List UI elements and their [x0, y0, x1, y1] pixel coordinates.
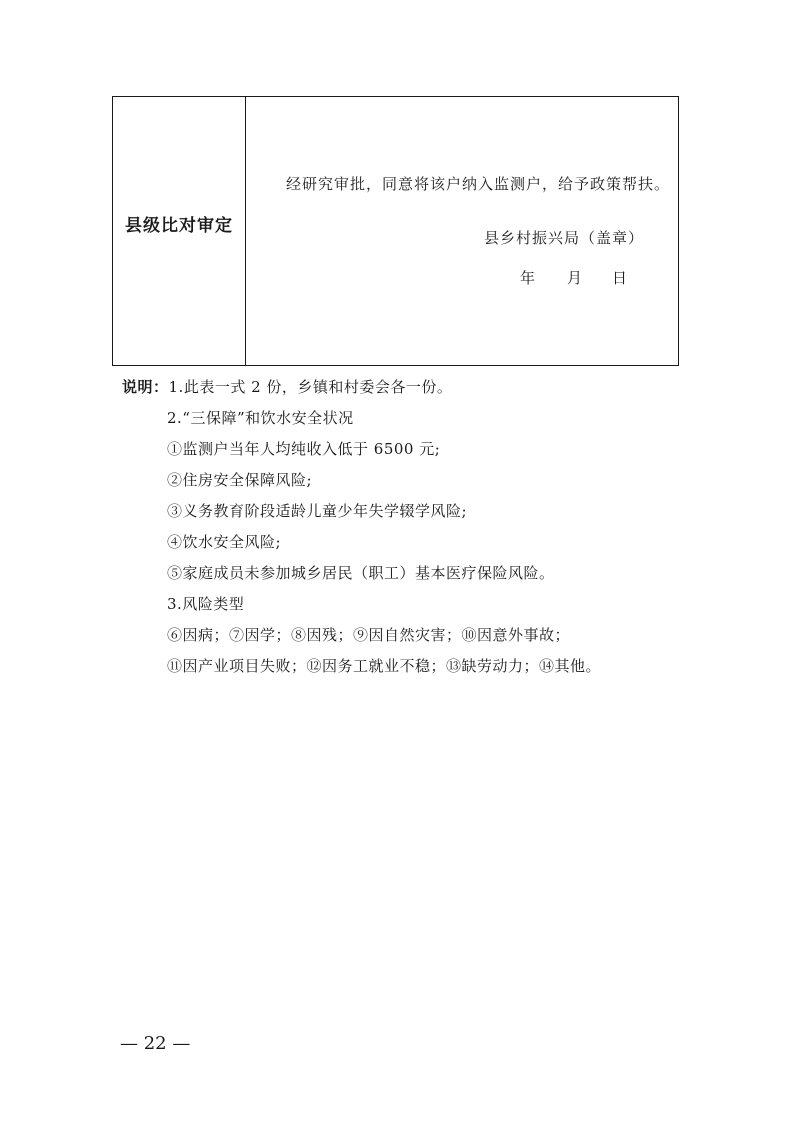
- date-year-label: 年: [520, 269, 536, 287]
- note-item-2-line: ④饮水安全风险;: [167, 533, 282, 551]
- notes-heading: 说明：: [122, 378, 169, 396]
- note-item-3-line: ⑪因产业项目失败；⑫因务工就业不稳；⑬缺劳动力；⑭其他。: [167, 657, 602, 675]
- note-item-2-line: ③义务教育阶段适龄儿童少年失学辍学风险;: [167, 502, 468, 520]
- note-item-1: 1.此表一式 2 份，乡镇和村委会各一份。: [168, 378, 453, 396]
- approval-statement: 经研究审批，同意将该户纳入监测户，给予政策帮扶。: [286, 175, 671, 193]
- table-label-cell: [113, 97, 246, 365]
- page-number: — 22 —: [120, 1033, 191, 1054]
- notes-first-line: [122, 376, 452, 397]
- county-review-label: 县级比对审定: [125, 216, 233, 236]
- approval-table: [112, 96, 679, 366]
- note-item-2-line: ①监测户当年人均纯收入低于 6500 元;: [167, 440, 441, 458]
- note-item-2-line: ②住房安全保障风险;: [167, 471, 313, 489]
- date-month-label: 月: [567, 269, 583, 287]
- note-item-3-line: ⑥因病；⑦因学；⑧因残；⑨因自然灾害；⑩因意外事故；: [167, 626, 571, 644]
- date-line: [520, 267, 627, 288]
- table-content-cell: [246, 97, 678, 365]
- organization-seal-line: 县乡村振兴局（盖章）: [484, 229, 645, 247]
- date-day-label: 日: [612, 269, 628, 287]
- note-item-3-title: 3.风险类型: [167, 595, 245, 613]
- note-item-2-line: ⑤家庭成员未参加城乡居民（职工）基本医疗保险风险。: [167, 564, 555, 582]
- note-item-2-title: 2.“三保障”和饮水安全状况: [167, 409, 354, 427]
